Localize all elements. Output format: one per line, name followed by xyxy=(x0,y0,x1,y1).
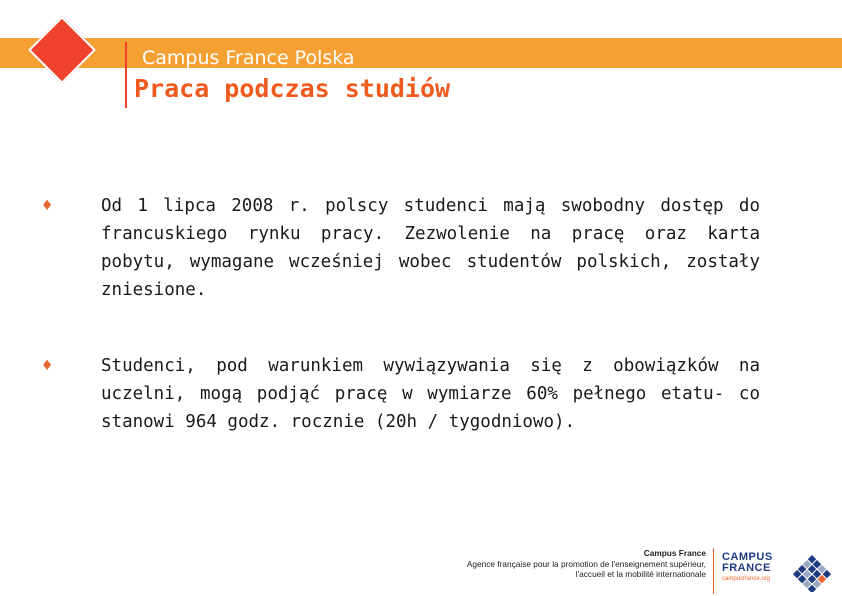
bullet-list xyxy=(40,192,760,484)
bullet-text: Od 1 lipca 2008 r. polscy studenci mają swobodny dostęp do francuskiego rynku pracy. Zezwolenie na pracę oraz karta pobytu, wymagane wcześniej wobec studentów polskich, zostały zniesione. xyxy=(101,196,760,300)
footer-line-1: Agence française pour la promotion de l'enseignement supérieur, xyxy=(466,558,706,569)
bullet-text: Studenci, pod warunkiem wywiązywania się z obowiązków na uczelni, mogą podjąć pracę w wymiarze 60% pełnego etatu- co stanowi 964 godz. rocznie (20h / tygodniowo). xyxy=(101,356,760,432)
diamond-bullet-icon: ♦ xyxy=(42,356,53,376)
grid-diamond-icon xyxy=(786,552,838,592)
org-name: Campus France Polska xyxy=(142,47,355,69)
footer-org: Campus France xyxy=(643,548,706,558)
red-diamond-icon xyxy=(28,16,96,84)
footer-divider xyxy=(713,548,714,594)
campus-france-logo xyxy=(722,552,773,582)
footer-line-2: l'accueil et la mobilité internationale xyxy=(575,569,706,579)
footer xyxy=(460,548,840,596)
diamond-bullet-icon: ♦ xyxy=(42,196,53,216)
bullet-item xyxy=(40,192,760,304)
slide-title: Praca podczas studiów xyxy=(134,74,451,103)
bullet-item xyxy=(40,352,760,436)
logo-word-2: FRANCE xyxy=(722,562,771,574)
logo-word-1: CAMPUS xyxy=(722,551,773,563)
logo-url: campusfrance.org xyxy=(722,576,771,582)
footer-text xyxy=(467,548,706,580)
header-divider xyxy=(125,42,127,108)
